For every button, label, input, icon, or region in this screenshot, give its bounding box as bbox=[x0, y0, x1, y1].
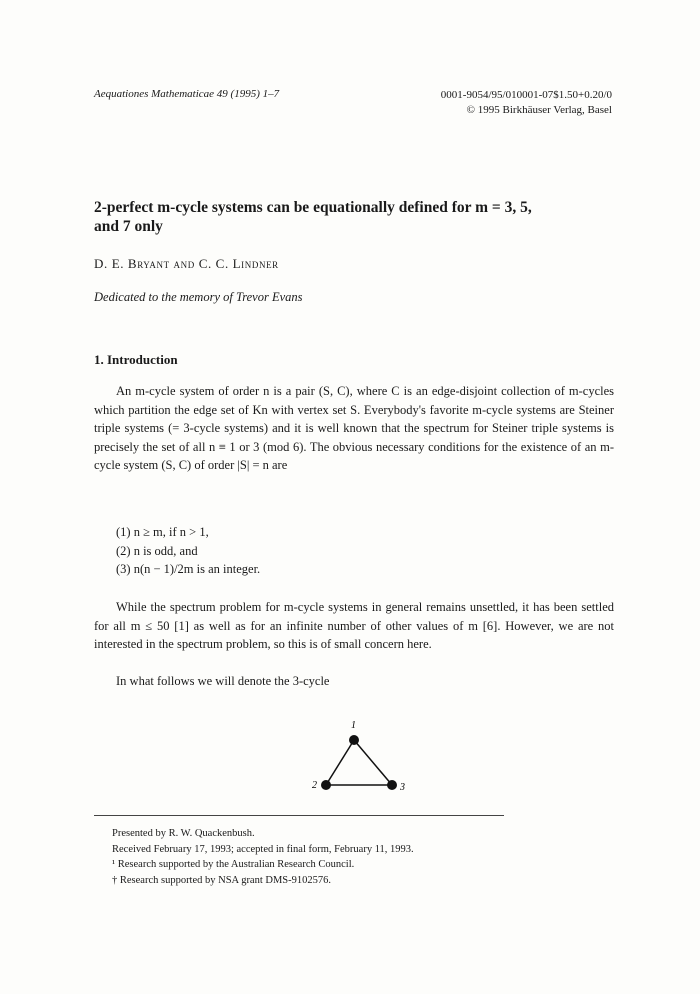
edge-1-3 bbox=[354, 740, 392, 785]
vertex-1 bbox=[349, 735, 359, 745]
footnote: ¹ Research supported by the Australian Research Council. bbox=[112, 859, 355, 870]
footnote: Presented by R. W. Quackenbush. bbox=[112, 828, 255, 839]
footnotes bbox=[112, 826, 414, 888]
condition-item: (2) n is odd, and bbox=[116, 543, 198, 558]
section-heading: 1. Introduction bbox=[94, 352, 178, 367]
paragraph-3: In what follows we will denote the 3-cycle bbox=[116, 674, 330, 688]
journal-info bbox=[441, 88, 612, 118]
vertex-3 bbox=[387, 780, 397, 790]
triangle-figure bbox=[310, 718, 420, 808]
vertex-label-2: 2 bbox=[312, 780, 317, 791]
paragraph-1: An m-cycle system of order n is a pair (S, C), where C is an edge-disjoint collection of m-cycles which partition the edge set of Kn with vertex set S. Everybody's favorite m-cycle systems are Steiner triple systems (= 3-cycle systems) and it is well known that the spectrum for Steiner triple systems is precisely the set of all n ≡ 1 or 3 (mod 6). The obvious necessary conditions for the existence of an m-cycle system (S, C) of order |S| = n are bbox=[94, 384, 614, 473]
dedication: Dedicated to the memory of Trevor Evans bbox=[94, 290, 303, 304]
paragraph-2: While the spectrum problem for m-cycle systems in general remains unsettled, it has been settled for all m ≤ 50 [1] as well as for an infinite number of other values of m [6]. However, we are not interested in the spectrum problem, so this is of small concern here. bbox=[94, 600, 614, 652]
footnote: † Research supported by NSA grant DMS-9102576. bbox=[112, 874, 332, 886]
vertex-2 bbox=[321, 780, 331, 790]
vertex-label-3: 3 bbox=[400, 782, 405, 793]
edge-1-2 bbox=[326, 740, 354, 785]
condition-item: (1) n ≥ m, if n > 1, bbox=[116, 525, 209, 539]
condition-item: (3) n(n − 1)/2m is an integer. bbox=[116, 562, 261, 577]
journal-citation: Aequationes Mathematicae 49 (1995) 1–7 bbox=[94, 88, 280, 100]
vertex-label-1: 1 bbox=[351, 720, 356, 731]
issn-line: 0001-9054/95/010001-07$1.50+0.20/0 bbox=[440, 89, 612, 101]
paper-authors: D. E. Bryant and C. C. Lindner bbox=[94, 256, 279, 271]
conditions-list bbox=[116, 523, 260, 579]
footnote: Received February 17, 1993; accepted in final form, February 11, 1993. bbox=[112, 843, 414, 855]
footnote-rule bbox=[94, 815, 504, 816]
paper-title: 2-perfect m-cycle systems can be equationally defined for m = 3, 5, and 7 only bbox=[94, 199, 532, 235]
copyright-line: © 1995 Birkhäuser Verlag, Basel bbox=[466, 104, 612, 116]
